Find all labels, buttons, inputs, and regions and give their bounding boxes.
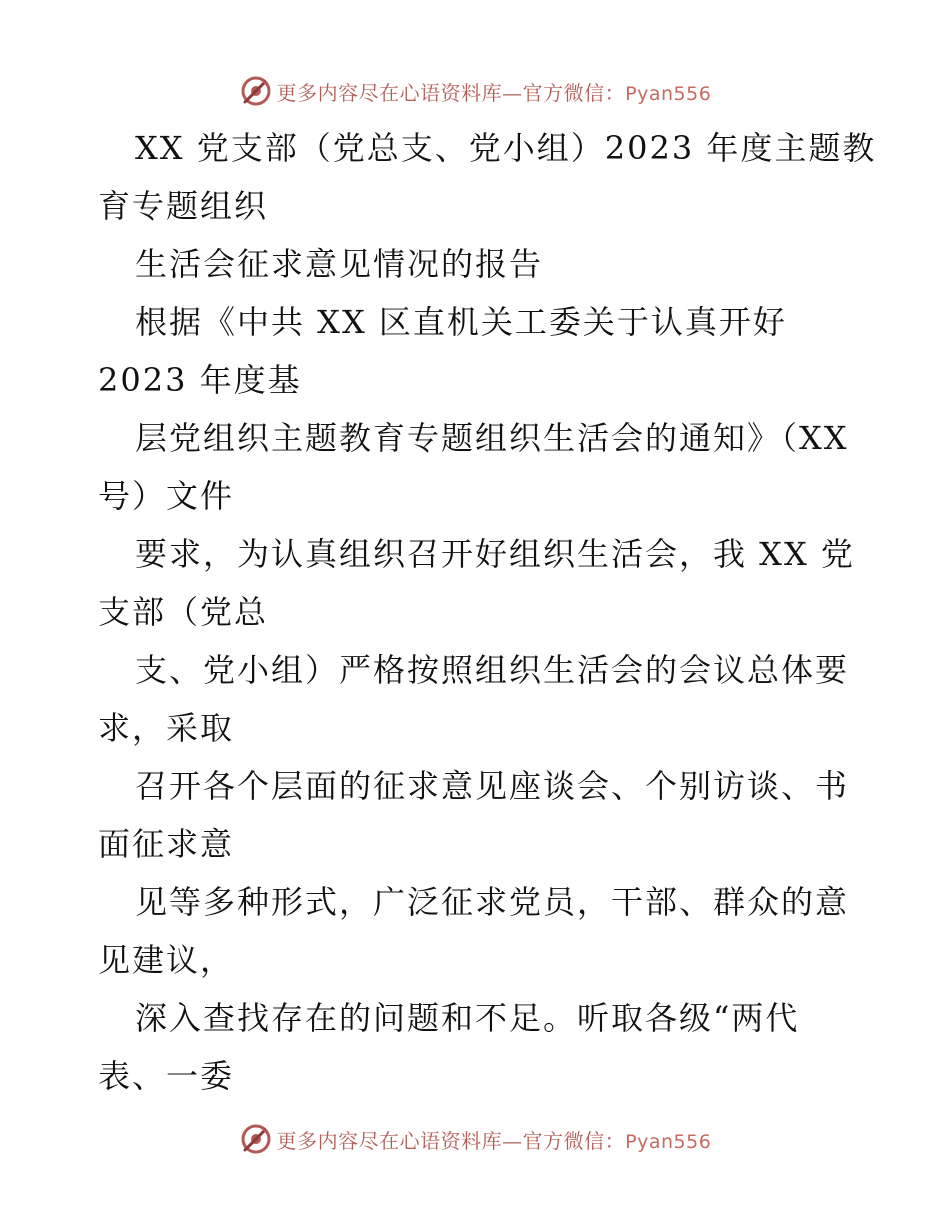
body-line: 要求，为认真组织召开好组织生活会，我 XX 党 [135, 535, 855, 573]
body-line: 深入查找存在的问题和不足。听取各级“两代 [135, 999, 800, 1037]
body-line: 号）文件 [98, 477, 235, 515]
body-line: 支部（党总 [98, 593, 269, 631]
watermark-label: 更多内容尽在心语资料库—官方微信： [276, 80, 626, 105]
body-line: 生活会征求意见情况的报告 [135, 245, 544, 283]
body-line: 支、党小组）严格按照组织生活会的会议总体要 [135, 651, 850, 689]
body-line: 见等多种形式，广泛征求党员，干部、群众的意 [135, 883, 850, 921]
body-line: 根据《中共 XX 区直机关工委关于认真开好 [135, 303, 787, 341]
body-line: 求，采取 [98, 709, 235, 747]
body-line: 召开各个层面的征求意见座谈会、个别访谈、书 [135, 767, 850, 805]
watermark-wechat-id: Pyan556 [625, 82, 712, 105]
watermark-text [277, 1125, 712, 1154]
watermark-wechat-id: Pyan556 [625, 1130, 712, 1153]
body-line: XX 党支部（党总支、党小组）2023 年度主题教 [135, 129, 877, 167]
body-line: 2023 年度基 [98, 361, 302, 399]
watermark-label: 更多内容尽在心语资料库—官方微信： [276, 1128, 626, 1153]
body-line: 育专题组织 [98, 187, 269, 225]
body-line: 表、一委 [98, 1057, 235, 1095]
footer-watermark [0, 1119, 950, 1159]
body-line: 层党组织主题教育专题组织生活会的通知》（XX [135, 419, 849, 457]
watermark-logo-icon [239, 1122, 273, 1156]
body-line: 见建议， [98, 941, 235, 979]
body-line: 面征求意 [98, 825, 235, 863]
